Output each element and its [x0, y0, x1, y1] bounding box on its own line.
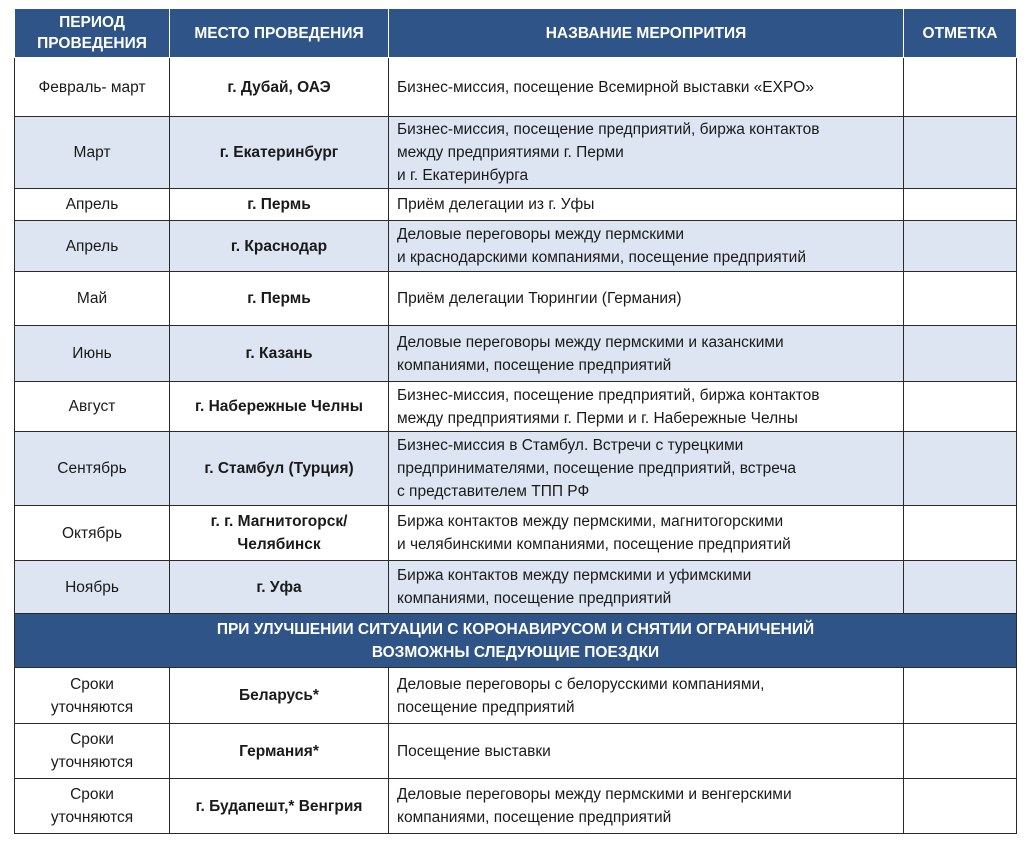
place-cell: г. Набережные Челны — [170, 382, 389, 432]
period-cell: Сроки уточняются — [15, 779, 170, 834]
place-cell: г. Уфа — [170, 561, 389, 614]
table-row — [15, 668, 1017, 724]
title-cell: Биржа контактов между пермскими, магнитогорскими и челябинскими компаниями, посещение предприятий — [389, 506, 904, 561]
banner-row — [15, 614, 1017, 668]
table-row — [15, 117, 1017, 189]
mark-cell — [904, 272, 1017, 326]
place-cell: Германия* — [170, 724, 389, 779]
table-row — [15, 189, 1017, 221]
period-cell: Август — [15, 382, 170, 432]
place-cell: г. Краснодар — [170, 221, 389, 272]
banner-text: ПРИ УЛУЧШЕНИИ СИТУАЦИИ С КОРОНАВИРУСОМ И СНЯТИИ ОГРАНИЧЕНИЙ ВОЗМОЖНЫ СЛЕДУЮЩИЕ ПОЕЗДКИ — [15, 614, 1017, 668]
place-cell: г. Стамбул (Турция) — [170, 432, 389, 506]
period-cell: Ноябрь — [15, 561, 170, 614]
period-cell: Апрель — [15, 189, 170, 221]
mark-cell — [904, 724, 1017, 779]
place-cell: г. Будапешт,* Венгрия — [170, 779, 389, 834]
place-cell: г. Пермь — [170, 189, 389, 221]
header-row — [15, 9, 1017, 58]
header-period: ПЕРИОД ПРОВЕДЕНИЯ — [15, 9, 170, 58]
period-cell: Сроки уточняются — [15, 668, 170, 724]
period-cell: Сентябрь — [15, 432, 170, 506]
header-mark: ОТМЕТКА — [904, 9, 1017, 58]
table-row — [15, 506, 1017, 561]
period-cell: Февраль- март — [15, 58, 170, 117]
period-cell: Июнь — [15, 326, 170, 382]
mark-cell — [904, 432, 1017, 506]
mark-cell — [904, 561, 1017, 614]
table-row — [15, 326, 1017, 382]
table-row — [15, 221, 1017, 272]
mark-cell — [904, 221, 1017, 272]
events-table — [14, 8, 1017, 834]
title-cell: Бизнес-миссия в Стамбул. Встречи с турецкими предпринимателями, посещение предприятий, встреча с представителем ТПП РФ — [389, 432, 904, 506]
title-cell: Бизнес-миссия, посещение предприятий, биржа контактов между предприятиями г. Перми и г. Екатеринбурга — [389, 117, 904, 189]
table-row — [15, 779, 1017, 834]
mark-cell — [904, 668, 1017, 724]
header-place: МЕСТО ПРОВЕДЕНИЯ — [170, 9, 389, 58]
period-cell: Март — [15, 117, 170, 189]
table-row — [15, 382, 1017, 432]
place-cell: г. Екатеринбург — [170, 117, 389, 189]
table-row — [15, 272, 1017, 326]
title-cell: Бизнес-миссия, посещение Всемирной выставки «EXPO» — [389, 58, 904, 117]
title-cell: Приём делегации из г. Уфы — [389, 189, 904, 221]
period-cell: Апрель — [15, 221, 170, 272]
title-cell: Деловые переговоры между пермскими и краснодарскими компаниями, посещение предприятий — [389, 221, 904, 272]
period-cell: Октябрь — [15, 506, 170, 561]
mark-cell — [904, 189, 1017, 221]
mark-cell — [904, 382, 1017, 432]
mark-cell — [904, 58, 1017, 117]
mark-cell — [904, 779, 1017, 834]
mark-cell — [904, 117, 1017, 189]
period-cell: Сроки уточняются — [15, 724, 170, 779]
title-cell: Деловые переговоры с белорусскими компаниями, посещение предприятий — [389, 668, 904, 724]
table-row — [15, 432, 1017, 506]
title-cell: Деловые переговоры между пермскими и венгерскими компаниями, посещение предприятий — [389, 779, 904, 834]
title-cell: Посещение выставки — [389, 724, 904, 779]
table-row — [15, 58, 1017, 117]
place-cell: Беларусь* — [170, 668, 389, 724]
place-cell: г. Пермь — [170, 272, 389, 326]
mark-cell — [904, 506, 1017, 561]
period-cell: Май — [15, 272, 170, 326]
table-row — [15, 561, 1017, 614]
mark-cell — [904, 326, 1017, 382]
title-cell: Деловые переговоры между пермскими и казанскими компаниями, посещение предприятий — [389, 326, 904, 382]
header-title: НАЗВАНИЕ МЕРОПРИТИЯ — [389, 9, 904, 58]
place-cell: г. Казань — [170, 326, 389, 382]
title-cell: Приём делегации Тюрингии (Германия) — [389, 272, 904, 326]
place-cell: г. Дубай, ОАЭ — [170, 58, 389, 117]
table-row — [15, 724, 1017, 779]
place-cell: г. г. Магнитогорск/ Челябинск — [170, 506, 389, 561]
title-cell: Биржа контактов между пермскими и уфимскими компаниями, посещение предприятий — [389, 561, 904, 614]
title-cell: Бизнес-миссия, посещение предприятий, биржа контактов между предприятиями г. Перми и г. Набережные Челны — [389, 382, 904, 432]
